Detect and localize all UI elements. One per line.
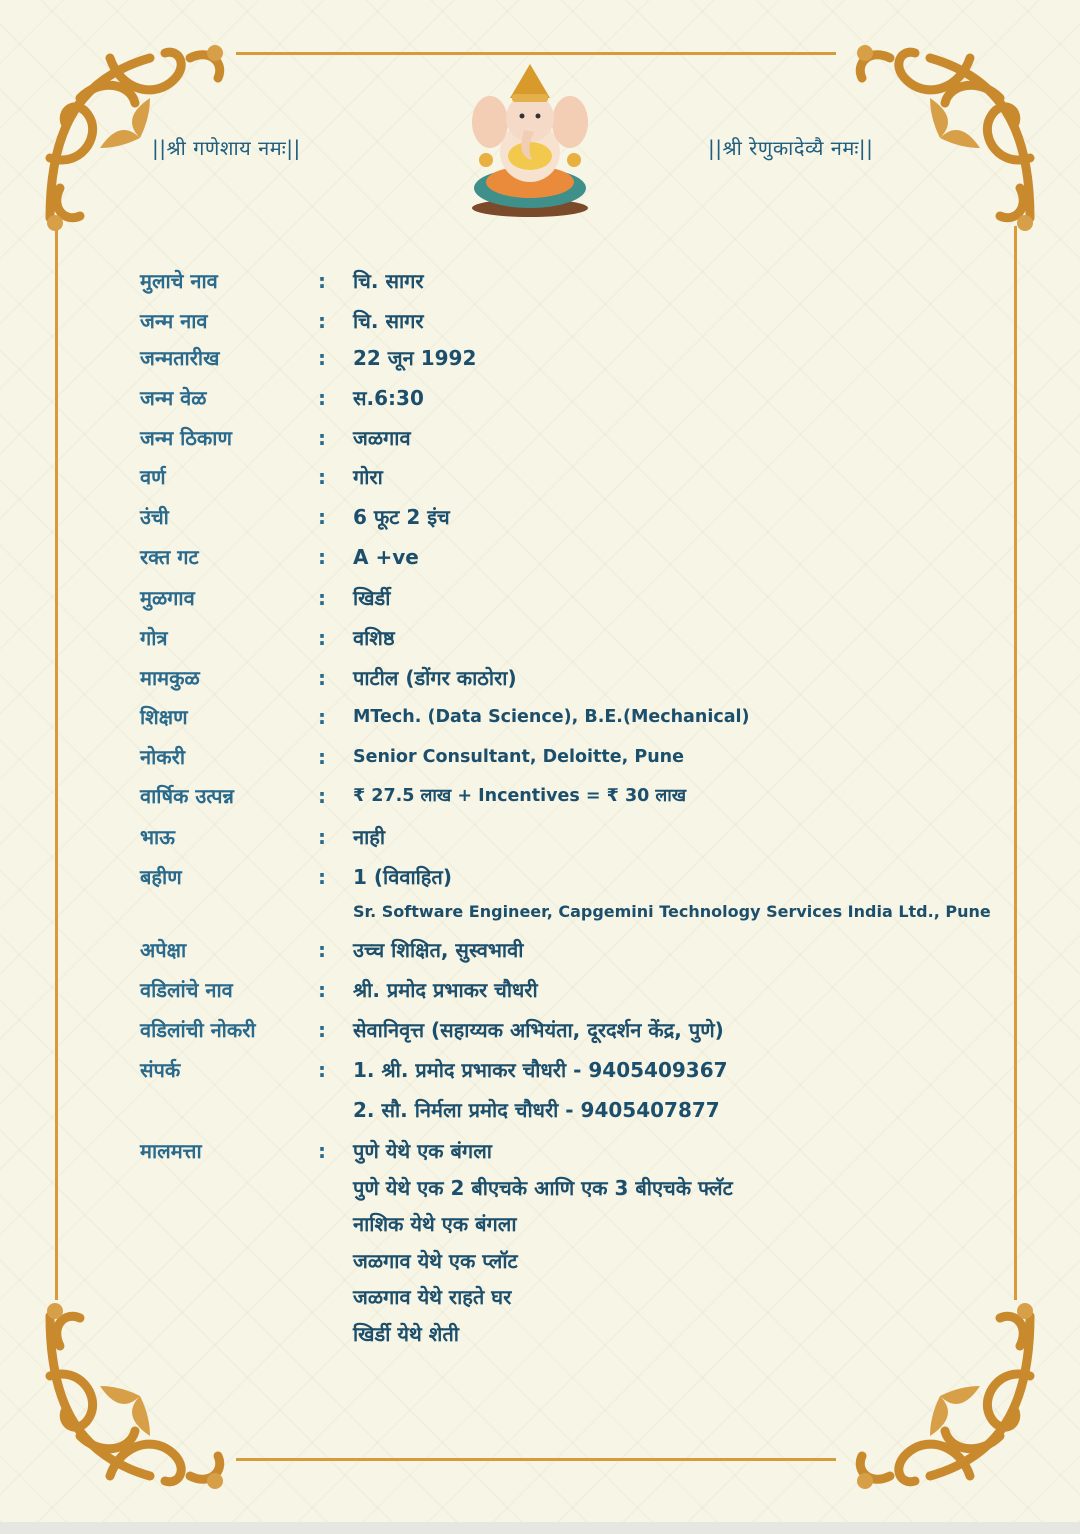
field-value: 22 जून 1992 xyxy=(353,346,477,370)
field-value-line: 1. श्री. प्रमोद प्रभाकर चौधरी - 9405409367 xyxy=(353,1058,728,1082)
field-value: उच्च शिक्षित, सुस्वभावी xyxy=(353,938,524,962)
field-colon: : xyxy=(318,426,326,450)
field-colon: : xyxy=(318,825,326,849)
field-colon: : xyxy=(318,626,326,650)
field-row xyxy=(0,1017,1080,1053)
field-label: वडिलांची नोकरी xyxy=(140,1018,256,1042)
field-colon: : xyxy=(318,386,326,410)
field-label: जन्म नाव xyxy=(140,309,208,333)
field-row xyxy=(0,385,1080,421)
floral-corner-bottom-left-icon xyxy=(40,1296,240,1496)
field-label: बहीण xyxy=(140,865,182,889)
bottom-strip xyxy=(0,1522,1080,1534)
field-colon: : xyxy=(318,1139,326,1163)
field-value: 1 (विवाहित) xyxy=(353,865,452,889)
field-value: गोरा xyxy=(353,465,383,489)
field-value-line: 2. सौ. निर्मला प्रमोद चौधरी - 9405407877 xyxy=(353,1098,720,1122)
field-label: जन्म ठिकाण xyxy=(140,426,232,450)
field-label: मुलाचे नाव xyxy=(140,269,218,293)
field-colon: : xyxy=(318,346,326,370)
field-label: भाऊ xyxy=(140,825,175,849)
field-value: वशिष्ठ xyxy=(353,626,395,650)
field-row xyxy=(0,937,1080,973)
field-label: शिक्षण xyxy=(140,705,188,729)
field-value-extra: Sr. Software Engineer, Capgemini Technology Services India Ltd., Pune xyxy=(353,902,991,921)
field-value-line: पुणे येथे एक 2 बीएचके आणि एक 3 बीएचके फ्लॅट xyxy=(353,1175,733,1200)
field-label: जन्म वेळ xyxy=(140,386,207,410)
field-colon: : xyxy=(318,865,326,889)
field-row xyxy=(0,1138,1080,1346)
field-label: मामकुळ xyxy=(140,666,200,690)
field-colon: : xyxy=(318,666,326,690)
right-invocation: ||श्री रेणुकादेव्यै नमः|| xyxy=(708,136,874,160)
field-row xyxy=(0,783,1080,819)
field-colon: : xyxy=(318,784,326,808)
top-border-line xyxy=(236,52,836,55)
left-invocation: ||श्री गणेशाय नमः|| xyxy=(152,136,301,160)
field-colon: : xyxy=(318,505,326,529)
field-value-line: नाशिक येथे एक बंगला xyxy=(353,1212,517,1236)
floral-corner-bottom-right-icon xyxy=(840,1296,1040,1496)
field-colon: : xyxy=(318,978,326,1002)
field-row xyxy=(0,864,1080,921)
field-label: गोत्र xyxy=(140,626,168,650)
field-value: चि. सागर xyxy=(353,269,424,293)
field-label: मुळगाव xyxy=(140,586,195,610)
field-row xyxy=(0,544,1080,580)
field-row xyxy=(0,268,1080,304)
field-row xyxy=(0,977,1080,1013)
field-value: Senior Consultant, Deloitte, Pune xyxy=(353,747,684,767)
field-row xyxy=(0,585,1080,621)
field-colon: : xyxy=(318,545,326,569)
field-colon: : xyxy=(318,705,326,729)
field-label: संपर्क xyxy=(140,1058,181,1082)
field-value-line: पुणे येथे एक बंगला xyxy=(353,1139,492,1163)
field-colon: : xyxy=(318,1018,326,1042)
field-row xyxy=(0,504,1080,540)
field-row xyxy=(0,1057,1080,1122)
field-colon: : xyxy=(318,465,326,489)
field-colon: : xyxy=(318,586,326,610)
field-value: नाही xyxy=(353,825,386,849)
field-row xyxy=(0,464,1080,500)
field-value: श्री. प्रमोद प्रभाकर चौधरी xyxy=(353,978,538,1002)
field-colon: : xyxy=(318,1058,326,1082)
field-row xyxy=(0,744,1080,780)
field-label: रक्त गट xyxy=(140,545,199,569)
ganesha-idol-icon xyxy=(468,60,592,218)
field-value-line: खिर्डी येथे शेती xyxy=(353,1321,459,1346)
field-label: वडिलांचे नाव xyxy=(140,978,233,1002)
field-row xyxy=(0,824,1080,860)
field-label: जन्मतारीख xyxy=(140,346,220,370)
field-label: मालमत्ता xyxy=(140,1139,202,1163)
field-colon: : xyxy=(318,938,326,962)
field-value: जळगाव xyxy=(353,426,411,450)
field-row xyxy=(0,425,1080,461)
field-label: अपेक्षा xyxy=(140,938,187,962)
field-value: 6 फूट 2 इंच xyxy=(353,505,450,529)
field-value-line: जळगाव येथे एक प्लॉट xyxy=(353,1248,518,1273)
field-colon: : xyxy=(318,269,326,293)
field-value: A +ve xyxy=(353,545,419,569)
field-value: खिर्डी xyxy=(353,586,391,610)
field-colon: : xyxy=(318,745,326,769)
field-row xyxy=(0,308,1080,344)
field-value: चि. सागर xyxy=(353,309,424,333)
field-value: स.6:30 xyxy=(353,386,424,410)
field-row xyxy=(0,665,1080,701)
field-value-line: जळगाव येथे राहते घर xyxy=(353,1285,512,1309)
field-label: वार्षिक उत्पन्न xyxy=(140,784,234,808)
field-row xyxy=(0,704,1080,740)
field-row xyxy=(0,625,1080,661)
field-label: उंची xyxy=(140,505,169,529)
field-label: नोकरी xyxy=(140,745,185,769)
bottom-border-line xyxy=(236,1458,836,1461)
field-row xyxy=(0,345,1080,381)
field-value: ₹ 27.5 लाख + Incentives = ₹ 30 लाख xyxy=(353,786,687,806)
field-value: सेवानिवृत्त (सहाय्यक अभियंता, दूरदर्शन केंद्र, पुणे) xyxy=(353,1018,724,1042)
field-colon: : xyxy=(318,309,326,333)
field-value: MTech. (Data Science), B.E.(Mechanical) xyxy=(353,707,750,727)
field-label: वर्ण xyxy=(140,465,166,489)
field-value: पाटील (डोंगर काठोरा) xyxy=(353,666,517,690)
